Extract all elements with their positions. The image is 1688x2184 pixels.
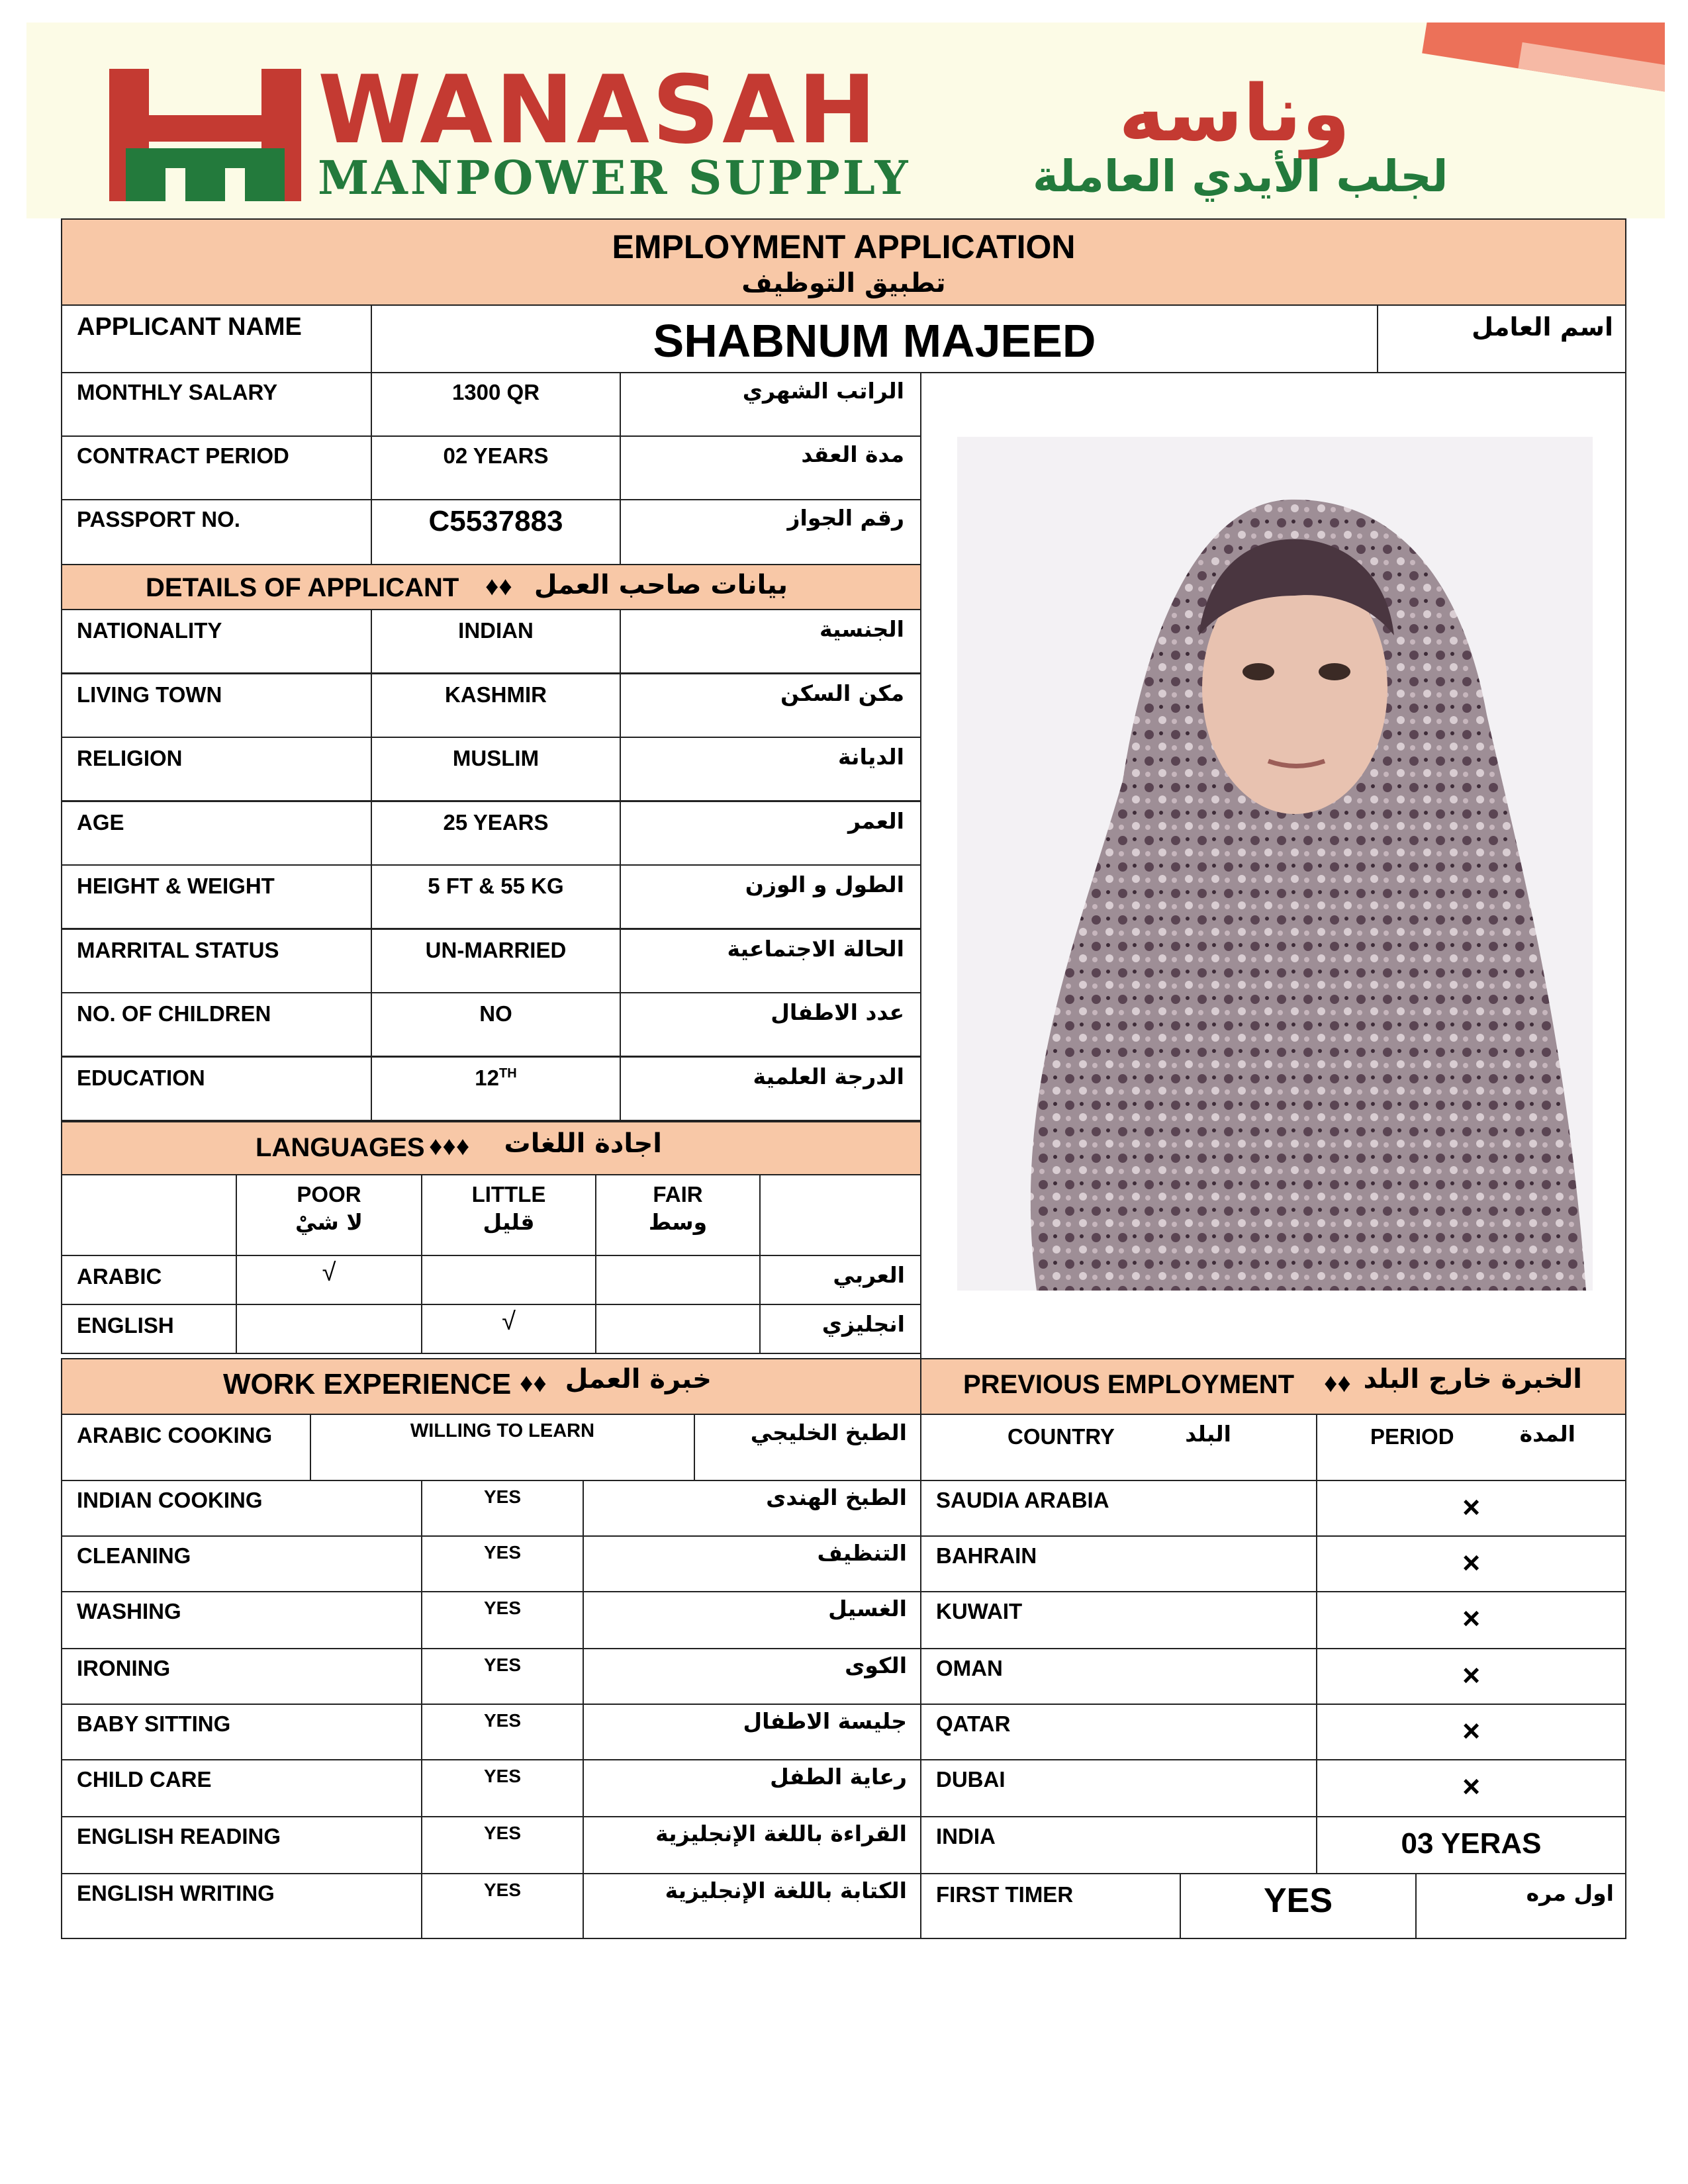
work-row-label-arabic: الكتابة باللغة الإنجليزية <box>665 1878 907 1903</box>
details-row-value <box>371 684 621 705</box>
previous-country: INDIA <box>936 1824 996 1848</box>
details-value-text: 12 <box>475 1065 500 1090</box>
language-check-mark: √ <box>322 1259 336 1287</box>
language-level-label: FAIR <box>653 1182 703 1206</box>
previous-period-cross-icon: × <box>1462 1769 1480 1803</box>
previous-period-cross-icon: × <box>1462 1545 1480 1580</box>
details-value-text: 25 YEARS <box>443 809 549 835</box>
work-row-label: ENGLISH WRITING <box>77 1881 275 1905</box>
work-row-label: ENGLISH READING <box>77 1824 281 1848</box>
details-row-label: EDUCATION <box>77 1065 205 1090</box>
work-row-value: YES <box>483 1710 522 1731</box>
brand-name-arabic: وناسه <box>1119 68 1350 159</box>
form-title: EMPLOYMENT APPLICATION <box>612 228 1076 265</box>
work-diamonds: ♦♦ <box>520 1369 547 1398</box>
languages-diamonds: ♦♦♦ <box>429 1132 470 1161</box>
previous-country-header: COUNTRY <box>1008 1424 1115 1449</box>
brand-name: WANASAH <box>318 56 879 165</box>
previous-heading: PREVIOUS EMPLOYMENT <box>963 1370 1295 1399</box>
previous-period-header-arabic: المدة <box>1519 1421 1575 1447</box>
work-heading: WORK EXPERIENCE <box>223 1368 512 1400</box>
work-row-value: YES <box>483 1542 522 1563</box>
details-row-label: RELIGION <box>77 746 183 770</box>
details-row-label: AGE <box>77 809 124 835</box>
first-timer-value: YES <box>1263 1882 1333 1920</box>
previous-country: DUBAI <box>936 1767 1006 1792</box>
details-value-text: NO <box>479 1001 512 1026</box>
applicant-label: APPLICANT NAME <box>77 313 302 341</box>
details-row-label-arabic: الحالة الاجتماعية <box>727 935 904 962</box>
top-row-value: 02 YEARS <box>443 443 549 468</box>
work-row-value: YES <box>483 1598 522 1618</box>
previous-country: BAHRAIN <box>936 1543 1037 1568</box>
top-row-label-arabic: الراتب الشهري <box>742 378 904 404</box>
languages-heading: LANGUAGES <box>256 1133 425 1162</box>
work-row-label: CLEANING <box>77 1543 191 1568</box>
language-row-label-arabic: انجليزي <box>821 1311 905 1337</box>
previous-country: OMAN <box>936 1656 1003 1680</box>
details-row-label: MARRITAL STATUS <box>77 937 279 962</box>
previous-period-header: PERIOD <box>1370 1424 1454 1449</box>
details-value-superscript: TH <box>499 1066 517 1081</box>
header-banner <box>26 23 1665 218</box>
work-row-value: YES <box>483 1880 522 1900</box>
details-diamonds: ♦♦ <box>485 572 512 601</box>
language-level-label: LITTLE <box>471 1182 546 1206</box>
details-row-value <box>371 747 621 769</box>
details-value-text: UN-MARRIED <box>425 937 567 962</box>
details-value-text: INDIAN <box>458 618 534 643</box>
details-row-label: HEIGHT & WEIGHT <box>77 874 275 898</box>
details-heading-arabic: بيانات صاحب العمل <box>534 570 788 600</box>
first-timer-label: FIRST TIMER <box>936 1882 1074 1907</box>
previous-country-header-arabic: البلد <box>1185 1421 1231 1447</box>
language-row-label: ARABIC <box>77 1264 162 1289</box>
languages-heading-bar <box>61 1121 921 1175</box>
work-row-label-arabic: القراءة باللغة الإنجليزية <box>655 1821 907 1846</box>
wanasah-logo-icon <box>109 69 301 201</box>
language-level-label-arabic: وسط <box>648 1209 708 1235</box>
language-level-label-arabic: قليل <box>483 1209 535 1235</box>
details-row-label-arabic: الجنسية <box>819 616 904 642</box>
languages-heading-arabic: اجادة اللغات <box>504 1128 662 1159</box>
work-row-label-arabic: جليسة الاطفال <box>743 1708 907 1734</box>
work-row-value: YES <box>483 1766 522 1786</box>
applicant-photo <box>957 437 1593 1291</box>
language-row-cell <box>595 1255 761 1305</box>
previous-period-cross-icon: × <box>1462 1601 1480 1635</box>
language-row-label: ENGLISH <box>77 1313 174 1338</box>
details-row-label-arabic: عدد الاطفال <box>771 999 904 1025</box>
work-first-value: WILLING TO LEARN <box>410 1420 595 1441</box>
work-row-label: CHILD CARE <box>77 1767 212 1792</box>
details-value-text: 5 FT & 55 KG <box>428 874 564 898</box>
details-row-label-arabic: الدرجة العلمية <box>753 1063 904 1089</box>
applicant-label-arabic: اسم العامل <box>1472 312 1613 341</box>
details-row-label-arabic: مكن السكن <box>780 680 904 706</box>
top-row-value: C5537883 <box>428 505 563 537</box>
top-row-label: CONTRACT PERIOD <box>77 443 289 468</box>
details-row-label-arabic: العمر <box>848 807 904 834</box>
language-row-cell <box>236 1304 422 1354</box>
details-row-value <box>371 875 621 897</box>
details-row-value <box>371 939 621 961</box>
top-row-value: 1300 QR <box>451 380 540 404</box>
top-row-label: MONTHLY SALARY <box>77 380 278 404</box>
details-row-value <box>371 1067 621 1089</box>
details-row-label: NATIONALITY <box>77 618 222 643</box>
previous-country: SAUDIA ARABIA <box>936 1488 1109 1512</box>
language-row-label-arabic: العربي <box>833 1262 905 1288</box>
work-row-label: WASHING <box>77 1599 181 1623</box>
details-row-value <box>371 1003 621 1024</box>
language-row-cell <box>595 1304 761 1354</box>
work-row-label: IRONING <box>77 1656 171 1680</box>
details-row-value <box>371 811 621 833</box>
work-row-label-arabic: الطبخ الهندى <box>766 1484 907 1510</box>
previous-period-header-cell <box>1316 1414 1626 1481</box>
previous-country: QATAR <box>936 1711 1011 1736</box>
top-row-label-arabic: مدة العقد <box>801 441 904 467</box>
work-row-label-arabic: الغسيل <box>828 1596 907 1621</box>
previous-heading-arabic: الخبرة خارج البلد <box>1363 1364 1582 1394</box>
work-row-label-arabic: التنظيف <box>817 1540 907 1566</box>
previous-country: KUWAIT <box>936 1599 1023 1623</box>
work-row-value: YES <box>483 1655 522 1675</box>
details-row-value <box>371 619 621 641</box>
language-level-label-arabic: لا شيْ <box>295 1209 363 1235</box>
previous-period-cross-icon: × <box>1462 1490 1480 1524</box>
first-timer-label-arabic: اول مره <box>1526 1880 1614 1906</box>
languages-header-cell <box>61 1174 237 1256</box>
applicant-photo-icon <box>957 437 1593 1291</box>
work-row-label: INDIAN COOKING <box>77 1488 263 1512</box>
brand-tagline-arabic: لجلب الأيدي العاملة <box>1033 151 1448 202</box>
top-row-label: PASSPORT NO. <box>77 507 240 531</box>
previous-period: 03 YERAS <box>1401 1827 1542 1860</box>
details-value-text: KASHMIR <box>445 682 547 707</box>
languages-header-cell <box>759 1174 921 1256</box>
work-row-value: YES <box>483 1823 522 1843</box>
work-first-label: ARABIC COOKING <box>77 1423 273 1447</box>
form-title-arabic: تطبيق التوظيف <box>741 268 946 298</box>
previous-period-cross-icon: × <box>1462 1713 1480 1748</box>
applicant-name: SHABNUM MAJEED <box>653 315 1096 367</box>
work-row-label-arabic: رعاية الطفل <box>770 1764 907 1790</box>
work-row-label-arabic: الكوى <box>845 1653 907 1678</box>
work-row-label: BABY SITTING <box>77 1711 231 1736</box>
top-row-label-arabic: رقم الجواز <box>787 505 904 531</box>
details-row-label-arabic: الطول و الوزن <box>745 872 904 897</box>
previous-diamonds: ♦♦ <box>1324 1369 1351 1398</box>
language-level-label: POOR <box>297 1182 361 1206</box>
brand-tagline: MANPOWER SUPPLY <box>318 150 911 205</box>
details-row-label: NO. OF CHILDREN <box>77 1001 271 1026</box>
work-heading-arabic: خبرة العمل <box>565 1364 712 1394</box>
details-row-label: LIVING TOWN <box>77 682 222 707</box>
previous-period-cross-icon: × <box>1462 1658 1480 1692</box>
details-row-label-arabic: الديانة <box>838 744 904 770</box>
details-value-text: MUSLIM <box>452 746 539 770</box>
work-first-label-arabic: الطبخ الخليجي <box>750 1420 907 1445</box>
language-row-cell <box>421 1255 596 1305</box>
work-row-value: YES <box>483 1486 522 1507</box>
details-heading: DETAILS OF APPLICANT <box>146 573 459 602</box>
language-check-mark: √ <box>502 1308 516 1336</box>
previous-country-header-cell <box>920 1414 1317 1481</box>
